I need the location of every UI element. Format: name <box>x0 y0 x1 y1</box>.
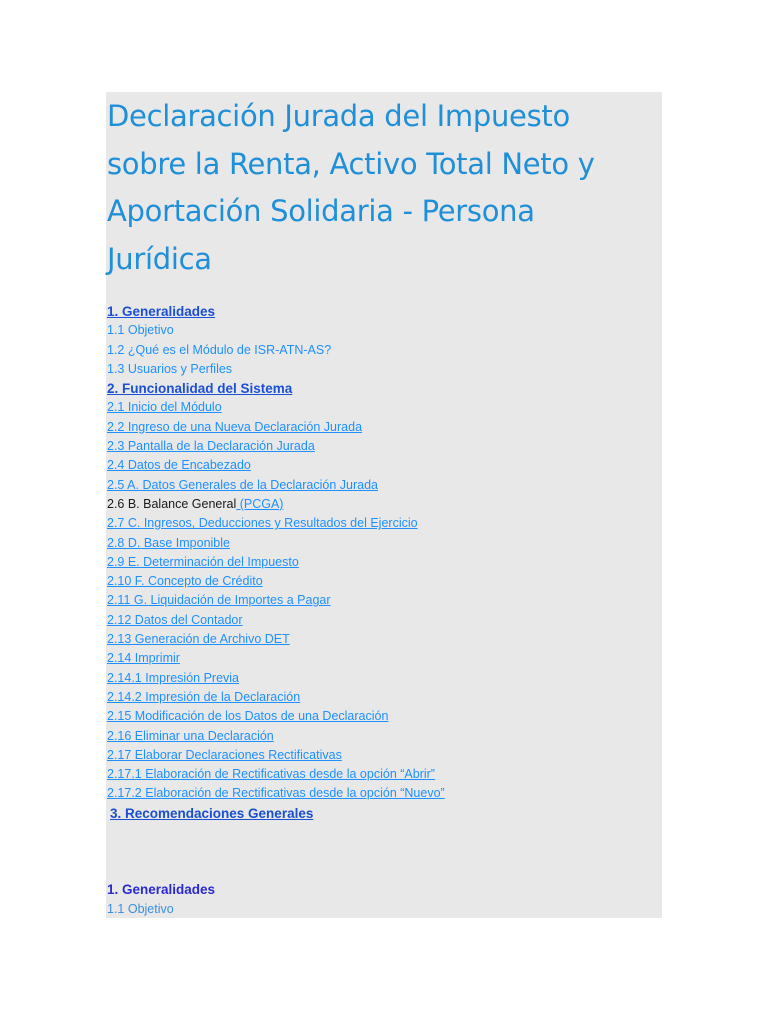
toc-item-2-17-1[interactable]: 2.17.1 Elaboración de Rectificativas desde la opción “Abrir” <box>107 767 435 782</box>
toc-item-2-14-1[interactable]: 2.14.1 Impresión Previa <box>107 670 240 685</box>
toc-item-2-11[interactable]: 2.11 G. Liquidación de Importes a Pagar <box>107 593 331 608</box>
toc-section-1[interactable]: 1. Generalidades <box>107 304 216 319</box>
toc-item-2-13[interactable]: 2.13 Generación de Archivo DET <box>107 632 290 647</box>
toc-item-1-3[interactable]: 1.3 Usuarios y Perfiles <box>107 361 233 376</box>
toc-item-2-17-2[interactable]: 2.17.2 Elaboración de Rectificativas desde la opción “Nuevo” <box>107 786 445 801</box>
toc-item-2-4[interactable]: 2.4 Datos de Encabezado <box>107 458 251 473</box>
toc-item-2-6-text: 2.6 B. Balance General <box>107 496 237 511</box>
toc-item-2-17[interactable]: 2.17 Elaborar Declaraciones Rectificativas <box>107 747 342 762</box>
toc-item-2-1[interactable]: 2.1 Inicio del Módulo <box>107 400 222 415</box>
toc-item-2-16[interactable]: 2.16 Eliminar una Declaración <box>107 728 274 743</box>
table-of-contents <box>107 302 657 823</box>
toc-item-2-6-link[interactable]: (PCGA) <box>236 496 284 511</box>
toc-item-1-2[interactable]: 1.2 ¿Qué es el Módulo de ISR-ATN-AS? <box>107 342 332 357</box>
document-title: Declaración Jurada del Impuesto sobre la Renta, Activo Total Neto y Aportación Solidaria - Persona Jurídica <box>107 99 595 276</box>
toc-item-2-3[interactable]: 2.3 Pantalla de la Declaración Jurada <box>107 439 315 454</box>
toc-item-2-8[interactable]: 2.8 D. Base Imponible <box>107 535 230 550</box>
section-body <box>107 880 657 918</box>
section-subheading: 1.1 Objetivo <box>107 902 174 916</box>
toc-section-2[interactable]: 2. Funcionalidad del Sistema <box>107 381 293 397</box>
toc-item-2-2[interactable]: 2.2 Ingreso de una Nueva Declaración Jurada <box>107 419 363 434</box>
toc-item-1-1[interactable]: 1.1 Objetivo <box>107 323 174 338</box>
toc-section-3[interactable]: 3. Recomendaciones Generales <box>110 805 314 821</box>
toc-item-2-12[interactable]: 2.12 Datos del Contador <box>107 612 243 627</box>
toc-item-2-7[interactable]: 2.7 C. Ingresos, Deducciones y Resultados del Ejercicio <box>107 516 418 531</box>
toc-item-2-10[interactable]: 2.10 F. Concepto de Crédito <box>107 574 263 589</box>
toc-item-2-5[interactable]: 2.5 A. Datos Generales de la Declaración Jurada <box>107 477 378 492</box>
toc-item-2-9[interactable]: 2.9 E. Determinación del Impuesto <box>107 554 299 569</box>
toc-item-2-15[interactable]: 2.15 Modificación de los Datos de una Declaración <box>107 709 389 724</box>
section-heading: 1. Generalidades <box>107 882 216 897</box>
toc-item-2-14[interactable]: 2.14 Imprimir <box>107 651 180 666</box>
toc-item-2-14-2[interactable]: 2.14.2 Impresión de la Declaración <box>107 689 301 704</box>
